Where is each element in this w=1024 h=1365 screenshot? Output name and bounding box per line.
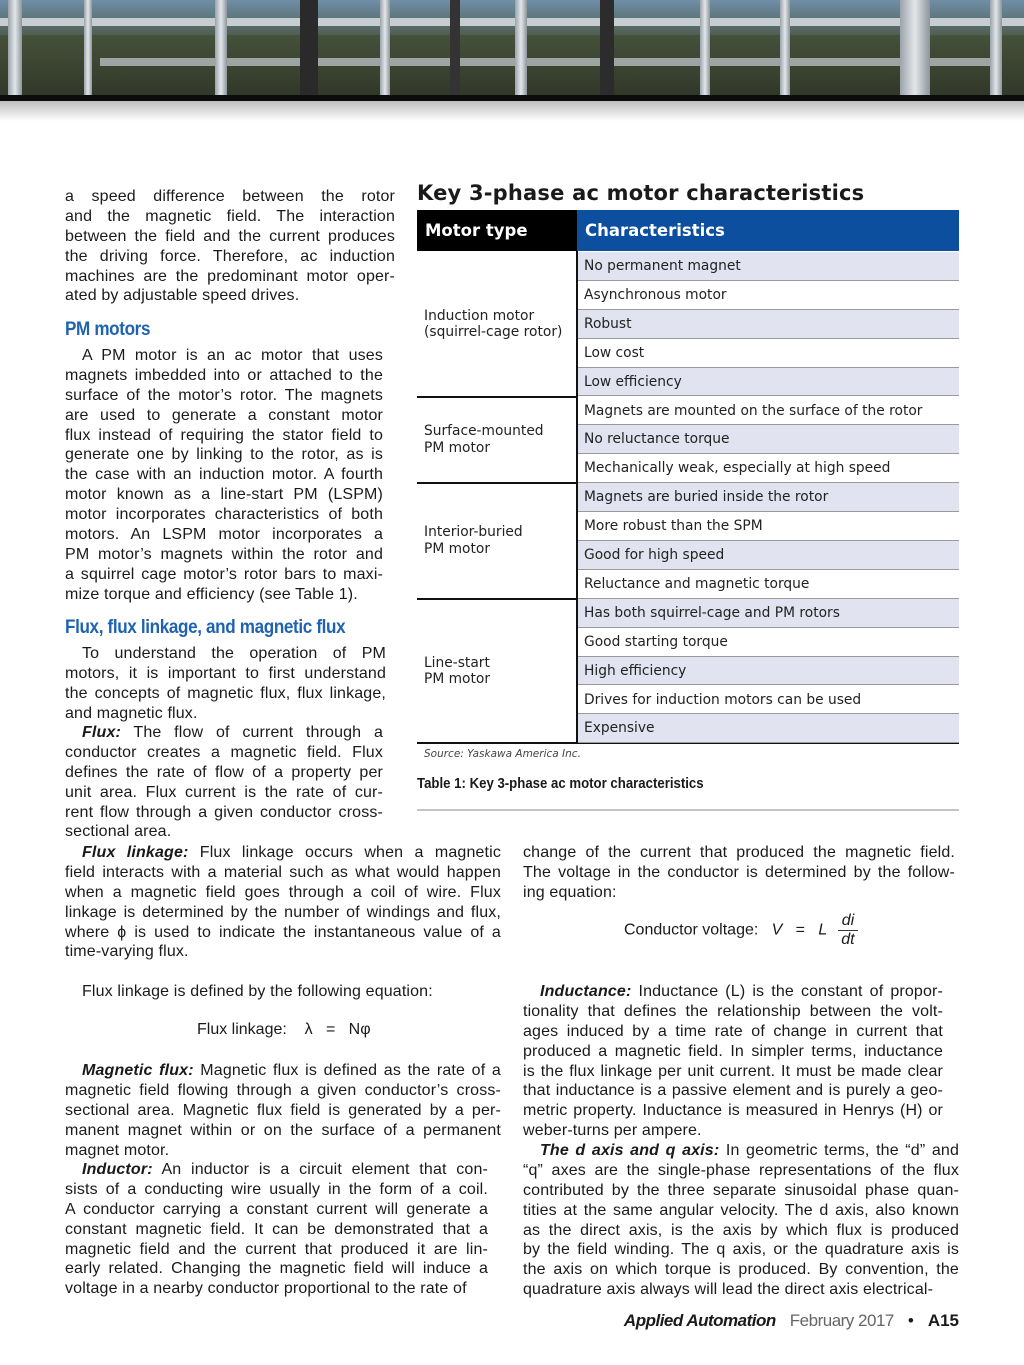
magnetic-flux-paragraph: [65, 1061, 501, 1160]
text-line: are used to generate a constant motor: [65, 406, 383, 424]
line-text: the axis on which torque is produced. By convention, the: [523, 1261, 959, 1279]
line-text: linkage is determined by the number of windings and flux,: [65, 903, 501, 921]
table-row: No permanent magnet: [578, 252, 959, 281]
motor-type-cell: [417, 397, 576, 484]
paragraph-lead-in: Magnetic flux:: [82, 1062, 194, 1079]
text-line: The voltage in the conductor is determined by the follow-: [523, 863, 955, 881]
line-text: constant magnetic field. It can be demonstrated that a: [65, 1220, 488, 1238]
text-line: [523, 1280, 959, 1300]
group-separator: [417, 598, 576, 600]
text-line: [65, 1259, 488, 1279]
text-line: [65, 1160, 488, 1180]
line-text: tities at the same angular velocity. The d axis, also known: [523, 1201, 959, 1219]
line-text: Inductance (L) is the constant of propor-: [631, 983, 943, 1000]
motor-type-label: [424, 308, 562, 341]
line-text: contributed by the three separate sinusoidal phase quan-: [523, 1181, 959, 1199]
text-line: [65, 843, 501, 863]
line-text: Magnetic flux is defined as the rate of a: [193, 1062, 501, 1079]
text-line: [65, 763, 383, 783]
text-line: motors, it is important to first understand: [65, 664, 386, 682]
page-footer: [624, 1311, 959, 1331]
text-line: motor incorporates characteristics of both: [65, 506, 383, 524]
line-text: A conductor carrying a constant current will generate a: [65, 1200, 488, 1218]
text-line: [523, 1062, 943, 1082]
flux-linkage-equation: Flux linkage: λ = Nφ: [197, 1021, 371, 1038]
line-text: sectional area. Magnetic flux field is generated by a per-: [65, 1101, 501, 1119]
dq-axis-paragraph: [523, 1141, 959, 1300]
text-line: A PM motor is an ac motor that uses: [82, 347, 383, 364]
line-text: The flow of current through a: [120, 724, 383, 741]
text-line: the case with an induction motor. A fourth: [65, 466, 383, 484]
table-title: Key 3-phase ac motor characteristics: [417, 181, 865, 205]
text-line: surface of the motor’s rotor. The magnets: [65, 386, 383, 404]
motor-type-line: (squirrel-cage rotor): [424, 324, 563, 341]
motor-type-label: [424, 423, 544, 456]
text-line: a squirrel cage motor’s rotor bars to maxi-: [65, 565, 383, 583]
text-line: [65, 1200, 488, 1220]
text-line: ated by adjustable speed drives.: [65, 287, 300, 305]
text-line: machines are the predominant motor oper-: [65, 267, 395, 285]
text-line: [523, 1240, 959, 1260]
text-line: [65, 1220, 488, 1240]
text-line: [65, 1279, 488, 1299]
text-line: mize torque and efficiency (see Table 1).: [65, 585, 358, 603]
table-row: Low efficiency: [578, 368, 959, 397]
table-caption: Table 1: Key 3-phase ac motor characteristics: [417, 775, 704, 792]
table-row: Reluctance and magnetic torque: [578, 570, 959, 599]
line-text: when a magnetic field goes through a coil of wire. Flux: [65, 883, 501, 901]
table-row: Has both squirrel-cage and PM rotors: [578, 599, 959, 628]
line-text: that inductance is a passive element and is purely a geo-: [523, 1082, 943, 1100]
line-text: weber-turns per ampere.: [523, 1122, 702, 1140]
line-text: tionality that defines the relationship between the volt-: [523, 1002, 943, 1020]
text-line: and the magnetic field. The interaction: [65, 207, 395, 225]
flux-paragraph: [65, 723, 383, 842]
text-line: [65, 883, 501, 903]
line-text: In geometric terms, the “d” and: [719, 1142, 959, 1159]
caption-rule: [417, 809, 959, 811]
flux-linkage-paragraph: [65, 843, 501, 962]
table-row: Robust: [578, 310, 959, 339]
page-number: A15: [927, 1311, 959, 1330]
table-row: Asynchronous motor: [578, 281, 959, 310]
text-line: [523, 1101, 943, 1121]
line-text: “q” axes are the single-phase representations of the flux: [523, 1161, 959, 1179]
issue-date: February 2017: [789, 1311, 894, 1330]
text-line: [65, 942, 501, 962]
line-text: voltage in a nearby conductor proportional to the rate of: [65, 1280, 467, 1298]
table-row: High efficiency: [578, 657, 959, 686]
text-line: generate one by linking to the rotor, as is: [65, 446, 383, 464]
text-line: change of the current that produced the magnetic field.: [523, 844, 955, 861]
text-line: [523, 1121, 943, 1141]
text-line: [65, 1141, 501, 1161]
header-photo-substation: [0, 0, 1024, 95]
line-text: Flux linkage occurs when a magnetic: [188, 844, 501, 861]
text-line: [65, 923, 501, 943]
header-motor-type: Motor type: [417, 210, 577, 251]
text-line: ing equation:: [523, 883, 617, 901]
table-row: Mechanically weak, especially at high speed: [578, 454, 959, 483]
text-line: [65, 803, 383, 823]
line-text: metric property. Inductance is measured in Henrys (H) or: [523, 1102, 943, 1120]
text-line: [65, 783, 383, 803]
text-line: and magnetic flux.: [65, 704, 198, 722]
text-line: [523, 1141, 959, 1161]
heading-flux: Flux, flux linkage, and magnetic flux: [65, 617, 346, 638]
line-text: conductor creates a magnetic field. Flux: [65, 743, 383, 761]
table-source: Source: Yaskawa America Inc.: [424, 748, 581, 760]
line-text: sists of a conducting wire usually in the form of a coil.: [65, 1180, 488, 1198]
table-row: Good starting torque: [578, 628, 959, 657]
text-line: [523, 1221, 959, 1241]
line-text: is the flux linkage per unit current. It must be made clear: [523, 1062, 943, 1080]
motor-type-line: Line-start: [424, 654, 490, 671]
line-text: sectional area.: [65, 823, 172, 841]
table-row: Magnets are buried inside the rotor: [578, 483, 959, 512]
text-line: To understand the operation of PM: [82, 645, 386, 662]
text-line: [65, 1240, 488, 1260]
group-separator: [417, 482, 576, 484]
group-separator: [417, 396, 576, 398]
motor-type-cell: [417, 483, 576, 599]
text-line: [523, 1181, 959, 1201]
motor-type-line: PM motor: [424, 540, 491, 557]
table-row: More robust than the SPM: [578, 512, 959, 541]
table-row: Good for high speed: [578, 541, 959, 570]
line-text: An inductor is a circuit element that con-: [152, 1161, 488, 1178]
flux-linkage-eq-intro: Flux linkage is defined by the following equation:: [82, 983, 433, 1000]
line-text: as the direct axis, is the axis by which flux is produced: [523, 1221, 959, 1239]
table-row: Expensive: [578, 714, 959, 743]
motor-type-cell: [417, 599, 576, 744]
header-shadow: [0, 101, 1024, 121]
text-line: [65, 743, 383, 763]
text-line: the concepts of magnetic flux, flux linkage,: [65, 684, 386, 702]
text-line: a speed difference between the rotor: [65, 188, 395, 205]
text-line: the driving force. Therefore, ac induction: [65, 247, 395, 265]
text-line: [523, 1002, 943, 1022]
paragraph-lead-in: Inductance:: [540, 983, 632, 1000]
intro-paragraph: [65, 187, 395, 306]
text-line: [65, 863, 501, 883]
text-line: PM motor’s magnets within the rotor and: [65, 545, 383, 563]
inductor-paragraph: [65, 1160, 488, 1299]
line-text: time-varying flux.: [65, 943, 189, 961]
line-text: magnetic field flowing through a given conductor’s cross-: [65, 1081, 501, 1099]
motor-type-line: Interior-buried: [424, 524, 523, 541]
text-line: [65, 1180, 488, 1200]
text-line: [65, 1121, 501, 1141]
text-line: [523, 1022, 943, 1042]
line-text: defines the rate of flow of a property per: [65, 763, 383, 781]
text-line: [523, 1081, 943, 1101]
line-text: produced a magnetic field. In simpler terms, inductance: [523, 1042, 943, 1060]
line-text: magnet motor.: [65, 1141, 170, 1159]
text-line: [523, 1201, 959, 1221]
line-text: field interacts with a material such as what would happen: [65, 863, 501, 881]
text-line: motors. An LSPM motor incorporates a: [65, 526, 383, 544]
flux-intro-paragraph: [65, 644, 386, 724]
motor-type-label: [424, 655, 490, 688]
line-text: unit area. Flux current is the rate of cur-: [65, 783, 383, 801]
text-line: [65, 822, 383, 842]
motor-type-line: PM motor: [424, 671, 491, 688]
text-line: [65, 903, 501, 923]
right-continuation-paragraph: [523, 843, 955, 903]
motor-type-line: Induction motor: [424, 307, 535, 324]
line-text: early related. Changing the magnetic field will induce a: [65, 1260, 488, 1278]
text-line: [523, 1260, 959, 1280]
table-row: Low cost: [578, 339, 959, 368]
conductor-voltage-equation: Conductor voltage: V = L $\frac{di}{dt}$: [624, 912, 858, 949]
line-text: quadrature axis always will lead the direct axis electrical-: [523, 1281, 934, 1299]
motor-type-line: Surface-mounted: [424, 423, 544, 440]
publication-name: Applied Automation: [623, 1311, 776, 1330]
table-row: Magnets are mounted on the surface of the rotor: [578, 397, 959, 426]
paragraph-lead-in: Flux:: [82, 724, 121, 741]
motor-type-label: [424, 524, 523, 557]
line-text: magnetic field and the current that produced it are lin-: [65, 1240, 488, 1258]
pm-motors-paragraph: [65, 346, 383, 605]
paragraph-lead-in: The d axis and q axis:: [540, 1142, 720, 1159]
line-text: where ϕ is used to indicate the instantaneous value of a: [65, 923, 501, 941]
paragraph-lead-in: Inductor:: [82, 1161, 153, 1178]
text-line: between the field and the current produces: [65, 227, 395, 245]
text-line: [523, 982, 943, 1002]
text-line: [523, 1161, 959, 1181]
text-line: [65, 1101, 501, 1121]
header-characteristics: Characteristics: [577, 210, 959, 251]
text-line: [65, 1081, 501, 1101]
table-row: Drives for induction motors can be used: [578, 686, 959, 715]
line-text: manent magnet within or on the surface of a permanent: [65, 1121, 501, 1139]
text-line: magnets imbedded into or attached to the: [65, 366, 383, 384]
text-line: motor known as a line-start PM (LSPM): [65, 486, 383, 504]
line-text: ages induced by a time rate of change in current that: [523, 1022, 943, 1040]
footer-bullet: •: [907, 1311, 914, 1330]
motor-type-cell: [417, 252, 576, 397]
inductance-paragraph: [523, 982, 943, 1141]
text-line: [65, 723, 383, 743]
line-text: by the field winding. The q axis, or the quadrature axis is: [523, 1241, 959, 1259]
text-line: [65, 1061, 501, 1081]
table-row: No reluctance torque: [578, 425, 959, 454]
line-text: rent flow through a given conductor cross-: [65, 803, 383, 821]
motor-type-line: PM motor: [424, 439, 491, 456]
paragraph-lead-in: Flux linkage:: [82, 844, 189, 861]
heading-pm-motors: PM motors: [65, 319, 151, 340]
text-line: [523, 1042, 943, 1062]
text-line: flux instead of requiring the stator field to: [65, 426, 383, 444]
